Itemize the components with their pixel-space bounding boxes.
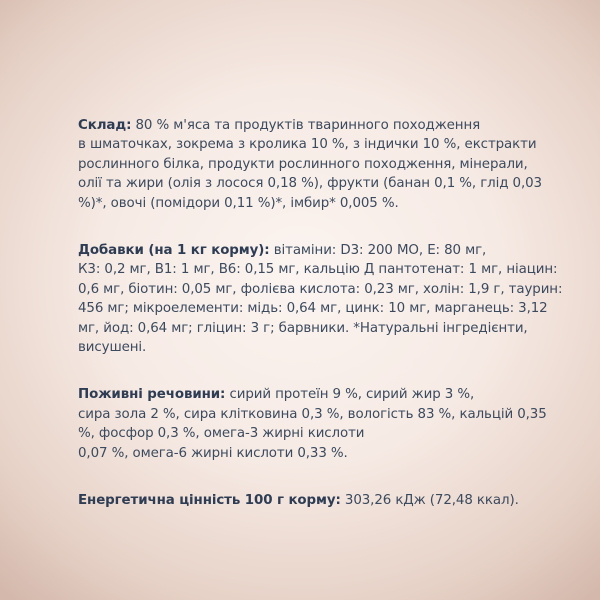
- nutrients-text-1: сирий протеїн 9 %, сирий жир 3 %,: [225, 387, 475, 403]
- nutrients-line-1: [78, 385, 548, 404]
- nutrients-line-3: %, фосфор 0,3 %, омега-3 жирні кислоти: [78, 426, 365, 442]
- energy-text-1: 303,26 кДж (72,48 ккал).: [340, 493, 519, 509]
- energy-label: Енергетична цінність 100 г корму:: [78, 493, 341, 509]
- composition-line-4: олії та жири (олія з лосося 0,18 %), фрукти (банан 0,1 %, глід 0,03: [78, 176, 542, 192]
- composition-line-3: рослинного білка, продукти рослинного походження, мінерали,: [78, 156, 528, 172]
- nutrients-paragraph: [78, 385, 548, 463]
- nutrients-line-4: 0,07 %, омега-6 жирні кислоти 0,33 %.: [78, 445, 348, 461]
- nutrients-line-2: сира зола 2 %, сира клітковина 0,3 %, вологість 83 %, кальцій 0,35: [78, 406, 547, 422]
- additives-line-6: висушені.: [78, 340, 147, 356]
- additives-line-1: [78, 241, 548, 260]
- composition-text-1: 80 % м'яса та продуктів тваринного походження: [131, 118, 481, 133]
- composition-line-5: %)*, овочі (помідори 0,11 %)*, імбир* 0,005 %.: [78, 195, 399, 211]
- additives-label: Добавки (на 1 кг корму):: [78, 243, 270, 259]
- composition-line-1: [78, 116, 548, 135]
- additives-line-3: 0,6 мг, біотин: 0,05 мг, фолієва кислота: 0,23 мг, холін: 1,9 г, таурин:: [78, 281, 563, 297]
- composition-label: Склад:: [78, 118, 132, 133]
- energy-line-1: [78, 491, 548, 510]
- product-description: [78, 116, 563, 539]
- additives-text-1: вітаміни: D3: 200 МО, Е: 80 мг,: [269, 243, 487, 259]
- energy-paragraph: [78, 491, 548, 510]
- additives-paragraph: [78, 241, 563, 357]
- composition-paragraph: [78, 116, 548, 213]
- additives-line-5: мг, йод: 0,64 мг; гліцин: 3 г; барвники. *Натуральні інгредієнти,: [78, 320, 528, 336]
- additives-line-2: К3: 0,2 мг, В1: 1 мг, В6: 0,15 мг, кальцію Д пантотенат: 1 мг, ніацин:: [78, 262, 558, 278]
- composition-line-2: в шматочках, зокрема з кролика 10 %, з індички 10 %, екстракти: [78, 137, 537, 153]
- additives-line-4: 456 мг; мікроелементи: мідь: 0,64 мг, цинк: 10 мг, марганець: 3,12: [78, 301, 548, 317]
- nutrients-label: Поживні речовини:: [78, 387, 226, 403]
